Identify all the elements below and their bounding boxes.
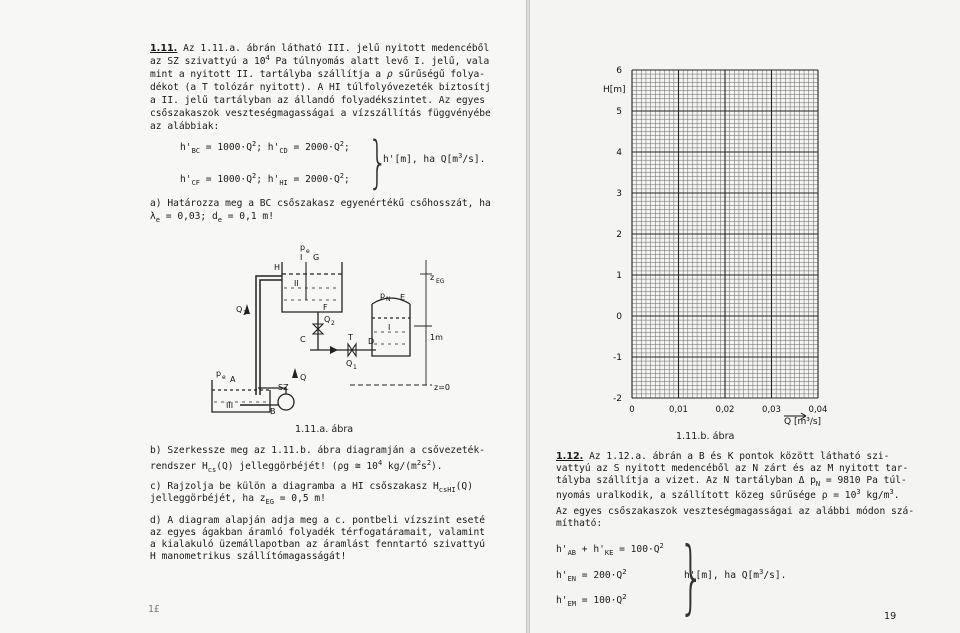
riser-pipe [260,280,282,395]
chart-y-axis-label: H[m] [603,85,626,95]
problem-1-11-line-1 [150,44,489,55]
label-Q2: Q [236,305,243,314]
label-pN-sub: N [386,296,391,303]
label-F: F [323,303,328,312]
label-Q: Q [300,373,307,382]
pump-SZ [278,394,294,410]
problem-1-12-number: 1.12. [556,451,584,462]
equation-en: $h'_{EN} = 200\cdot Q^2$ [556,567,627,583]
label-z0: z=0 [434,383,450,392]
equation-brace: } [368,130,388,195]
label-basin-III: III [226,401,234,410]
label-pe-low-sub: e [222,374,226,381]
label-B: B [270,407,276,416]
label-tank-II: II [294,279,299,288]
label-1m: 1m [430,333,443,342]
problem-1-12-line-3: tályba szállítja a vizet. Az N tartályban Δ $p_N = 9810$ Pa túl- [556,475,907,488]
y-tick-label: 2 [616,230,622,240]
task-d-line-1: d) A diagram alapján adja meg a c. pontbeli vízszint eseté [150,515,486,526]
label-D: D [368,337,375,346]
label-H: H [274,263,281,272]
right-equation-units: h'[m], ha $Q[m^3/s]$. [684,567,787,581]
problem-1-11-line-6: csőszakaszok veszteségmagasságai a vízszállítás függvényébe [150,108,491,119]
task-c-line-2: jelleggörbéjét, ha $z_{EG} = 0,5$ m! [150,493,326,506]
y-tick-label: 1 [616,271,622,281]
task-d-line-4: H manometrikus szállítómagasságát! [150,551,347,562]
problem-1-11-line-3: mint a nyitott II. tartályba szállítja a ρ sűrűségű folya- [150,69,486,80]
problem-1-11-line-7: az alábbiak: [150,121,220,132]
task-a-line-1: a) Határozza meg a BC csőszakasz egyenértékű csőhosszát, ha [150,198,491,209]
basin-III-outline [212,380,270,412]
figure-a-caption: 1.11.a. ábra [295,424,354,435]
flow-arrow-Q1 [330,346,338,354]
task-c-line-1: c) Rajzolja be külön a diagramba a HI csőszakasz $H_{csHI}(Q)$ [150,481,473,494]
right-page-number: 19 [884,611,897,622]
task-d-line-2: az egyes ágakban áramló folyadék térfogatáramait, valamint [150,527,486,538]
x-tick-label: 0,04 [808,405,828,415]
figure-1-11-a [200,240,470,420]
y-tick-label: -2 [613,394,622,404]
label-I-top: I [300,253,303,262]
label-Q2-sub: 2 [243,310,247,317]
label-pN: p [380,291,386,300]
problem-1-11-line-5: a II. jelű tartályban az állandó folyadékszintet. Az egyes [150,95,486,106]
problem-text: Az 1.11.a. ábrán látható III. jelű nyitott medencéből [183,43,490,54]
problem-number: 1.11. [150,43,178,54]
problem-1-12-line-5: Az egyes csőszakaszok veszteségmagasságai az alábbi módon szá- [556,506,915,517]
label-pe-top: p [300,243,306,252]
tank-II-outline [282,262,342,312]
equation-bc-cd: $h'_{BC} = 1000\cdot Q^2$; $h'_{CD} = 2000\cdot Q^2$; [180,139,350,155]
problem-1-12-line-2: vattyú az S nyitott medencéből az N zárt és az M nyitott tar- [556,463,909,474]
x-tick-label: 0,01 [669,405,688,415]
equation-units: h'[m], ha $Q[m^3/s]$. [383,151,486,165]
label-z-EG-sub: EG [436,278,445,285]
label-E: E [400,293,406,302]
problem-1-12-line-4: nyomás uralkodik, a szállított közeg sűrűsége $\rho = 10^3$ $kg/m^3$. [556,487,900,501]
label-SZ: SZ [278,383,289,392]
y-tick-label: 6 [616,66,622,76]
task-b-line-2: rendszer $H_{cs}(Q)$ jelleggörbéjét! (ρg ≅ $10^4$ $kg/(m^2s^2)$. [150,458,443,474]
label-G: G [313,253,320,262]
label-C: C [300,335,306,344]
tank-I-outline [372,304,410,356]
right-equation-brace: } [678,530,705,623]
problem-1-11-line-2: az SZ szivattyú a $10^4$ Pa túlnyomás alatt levő I. jelű, vala [150,53,490,67]
x-tick-label: 0,02 [715,405,735,415]
equation-cf-hi: $h'_{CF} = 1000\cdot Q^2$; $h'_{HI} = 2000\cdot Q^2$; [180,171,350,187]
label-A: A [230,375,236,384]
label-Q2-valve-sub: 2 [331,320,335,327]
label-tank-I: I [388,323,391,332]
y-tick-label: 5 [616,107,622,117]
task-a-line-2: $\lambda_e = 0,03$; $d_e = 0,1$ m! [150,211,274,224]
label-Q1-sub: 1 [353,364,357,371]
problem-1-12-line-1: 1.12. Az 1.12.a. ábrán a B és K pontok között látható szi- [556,451,890,462]
label-Q2-valve: Q [324,315,331,324]
y-tick-label: -1 [613,353,622,363]
task-d-line-3: a kialakuló üzemállapotban az áramlást fenntartó szivattyú [150,539,486,550]
equation-em: $h'_{EM} = 100\cdot Q^2$ [556,592,627,608]
label-Q1: Q [346,359,353,368]
equation-ab-ke: $h'_{AB} + h'_{KE} = 100\cdot Q^2$ [556,541,664,557]
label-pe-top-sub: e [306,248,310,255]
task-b-line-1: b) Szerkessze meg az 1.11.b. ábra diagramján a csővezeték- [150,445,486,456]
flow-arrow-Q [292,368,298,378]
y-tick-label: 3 [616,189,622,199]
x-tick-label: 0 [629,405,635,415]
label-T: T [348,333,353,342]
figure-b-caption: 1.11.b. ábra [676,431,735,442]
book-spine [526,0,530,633]
problem-1-11-line-4: dékot (a T tolózár nyitott). A HI túlfolyóvezeték biztosítj [150,82,491,93]
y-tick-label: 0 [616,312,622,322]
left-page-number: 1£ [148,604,160,615]
problem-1-12-line-6: mítható: [556,518,603,529]
figure-1-11-b-chart [560,50,830,430]
label-z-EG: z [430,273,435,282]
label-pe-low: p [216,369,222,378]
chart-x-axis-label: Q [m³/s] [784,417,822,427]
y-tick-label: 4 [616,148,622,158]
x-tick-label: 0,03 [762,405,781,415]
